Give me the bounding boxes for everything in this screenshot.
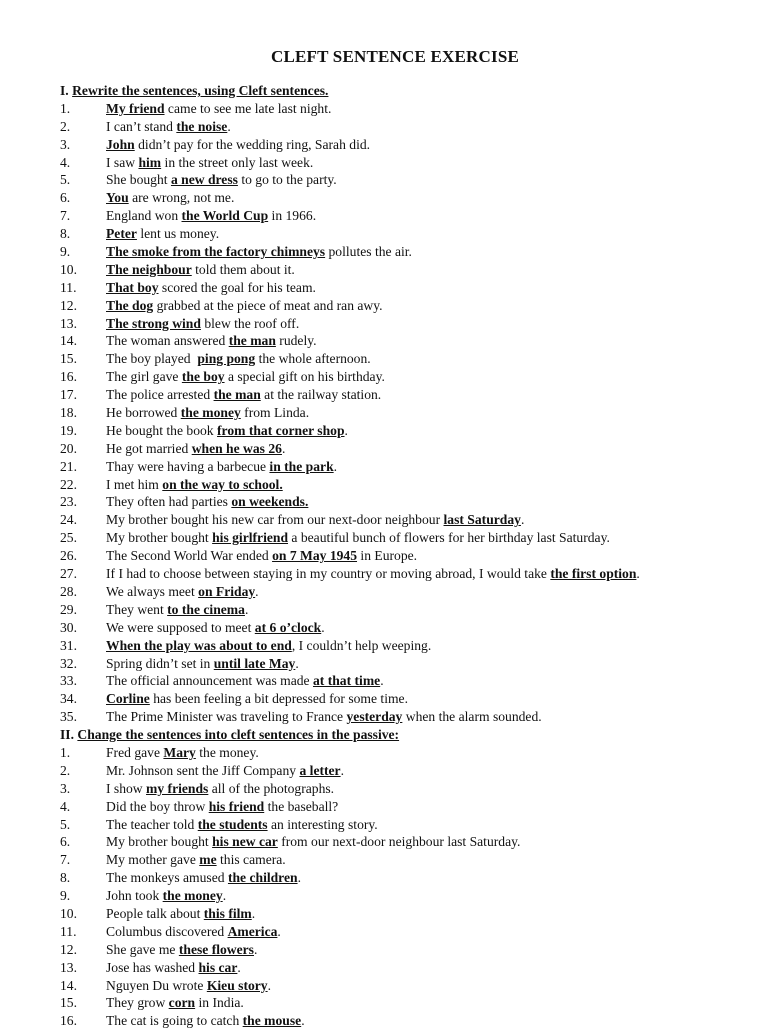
item-number: 34.	[60, 691, 77, 707]
focus-phrase: to the cinema	[167, 601, 245, 617]
exercise-item	[60, 1012, 760, 1030]
item-sentence: England won the World Cup in 1966.	[106, 208, 317, 224]
focus-phrase: The neighbour	[106, 261, 192, 277]
item-sentence: He bought the book from that corner shop.	[106, 422, 348, 438]
focus-phrase: from that corner shop	[217, 422, 345, 438]
focus-phrase: on 7 May 1945	[272, 548, 358, 564]
item-number: 31.	[60, 637, 77, 653]
focus-phrase: the mouse	[242, 1013, 302, 1029]
focus-phrase: me	[199, 852, 217, 868]
exercise-item	[60, 547, 760, 565]
focus-phrase: a new dress	[170, 172, 238, 188]
item-sentence: They often had parties on weekends.	[106, 494, 309, 510]
section-instruction: Change the sentences into cleft sentences in the passive:	[77, 727, 400, 743]
focus-phrase: my friends	[146, 780, 209, 796]
exercise-item	[60, 332, 760, 350]
focus-phrase: on the way to school.	[162, 476, 283, 492]
item-number: 9.	[60, 244, 71, 260]
exercise-item	[60, 583, 760, 601]
focus-phrase: his new car	[212, 834, 278, 850]
exercise-item	[60, 315, 760, 333]
item-number: 6.	[60, 190, 71, 206]
item-sentence: Columbus discovered America.	[106, 923, 281, 939]
exercise-item	[60, 207, 760, 225]
item-sentence: Corline has been feeling a bit depressed for some time.	[106, 691, 408, 707]
item-number: 2.	[60, 762, 71, 778]
exercise-item	[60, 511, 760, 529]
item-number: 20.	[60, 440, 77, 456]
focus-phrase: Peter	[106, 226, 137, 242]
item-number: 4.	[60, 798, 71, 814]
item-number: 6.	[60, 834, 71, 850]
exercise-content	[60, 82, 760, 1030]
page-title: CLEFT SENTENCE EXERCISE	[270, 47, 520, 66]
item-sentence: The cat is going to catch the mouse.	[106, 1013, 305, 1029]
item-sentence: The neighbour told them about it.	[106, 261, 295, 277]
exercise-item	[60, 225, 760, 243]
item-number: 26.	[60, 548, 77, 564]
exercise-item	[60, 869, 760, 887]
item-number: 9.	[60, 888, 71, 904]
item-number: 32.	[60, 655, 77, 671]
focus-phrase: his car	[198, 959, 238, 975]
item-number: 16.	[60, 369, 77, 385]
exercise-item	[60, 386, 760, 404]
focus-phrase: in the park	[269, 458, 334, 474]
exercise-item	[60, 261, 760, 279]
item-sentence: Spring didn’t set in until late May.	[106, 655, 299, 671]
item-sentence: The Second World War ended on 7 May 1945 in Europe.	[106, 548, 418, 564]
item-number: 22.	[60, 476, 77, 492]
focus-phrase: these flowers	[178, 941, 254, 957]
item-sentence: She bought a new dress to go to the party.	[106, 172, 337, 188]
exercise-item	[60, 655, 760, 673]
item-sentence: My brother bought his new car from our next-door neighbour last Saturday.	[106, 512, 525, 528]
exercise-item	[60, 762, 760, 780]
item-sentence: John took the money.	[106, 888, 227, 904]
item-number: 14.	[60, 333, 77, 349]
focus-phrase: when he was 26	[191, 440, 282, 456]
exercise-item	[60, 923, 760, 941]
focus-phrase: on weekends.	[231, 494, 309, 510]
focus-phrase: When the play was about to end	[106, 637, 292, 653]
item-number: 7.	[60, 852, 71, 868]
item-number: 10.	[60, 261, 77, 277]
item-number: 5.	[60, 172, 71, 188]
focus-phrase: at that time	[312, 673, 381, 689]
exercise-item	[60, 994, 760, 1012]
item-sentence: The Prime Minister was traveling to France yesterday when the alarm sounded.	[106, 709, 542, 725]
exercise-item	[60, 279, 760, 297]
item-sentence: They grow corn in India.	[106, 995, 244, 1011]
item-sentence: John didn’t pay for the wedding ring, Sarah did.	[106, 136, 371, 152]
item-number: 8.	[60, 226, 71, 242]
item-number: 11.	[60, 923, 77, 939]
item-sentence: The teacher told the students an interesting story.	[106, 816, 378, 832]
exercise-item	[60, 565, 760, 583]
item-number: 2.	[60, 118, 71, 134]
focus-phrase: John	[106, 136, 135, 152]
focus-phrase: his friend	[208, 798, 265, 814]
item-number: 11.	[60, 279, 77, 295]
item-sentence: She gave me these flowers.	[106, 941, 258, 957]
focus-phrase: this film	[203, 905, 252, 921]
item-sentence: My friend came to see me late last night.	[106, 100, 332, 116]
item-sentence: The monkeys amused the children.	[106, 870, 301, 886]
item-sentence: Nguyen Du wrote Kieu story.	[106, 977, 272, 993]
item-sentence: The smoke from the factory chimneys pollutes the air.	[106, 244, 412, 260]
focus-phrase: The strong wind	[106, 315, 201, 331]
exercise-item	[60, 833, 760, 851]
exercise-item	[60, 959, 760, 977]
section-heading	[60, 726, 760, 744]
exercise-item	[60, 780, 760, 798]
item-sentence: The official announcement was made at that time.	[106, 673, 384, 689]
exercise-item	[60, 690, 760, 708]
exercise-item	[60, 171, 760, 189]
item-number: 27.	[60, 566, 77, 582]
item-sentence: The police arrested the man at the railway station.	[106, 387, 382, 403]
focus-phrase: the first option	[550, 566, 637, 582]
item-sentence: If I had to choose between staying in my country or moving abroad, I would take the first option.	[106, 566, 640, 582]
focus-phrase: the World Cup	[181, 208, 269, 224]
focus-phrase: him	[138, 154, 162, 170]
exercise-item	[60, 941, 760, 959]
item-sentence: The dog grabbed at the piece of meat and ran awy.	[106, 297, 383, 313]
item-number: 7.	[60, 208, 71, 224]
item-sentence: I met him on the way to school.	[106, 476, 283, 492]
exercise-item	[60, 100, 760, 118]
item-number: 35.	[60, 709, 77, 725]
exercise-item	[60, 619, 760, 637]
exercise-item	[60, 905, 760, 923]
exercise-item	[60, 744, 760, 762]
focus-phrase: The dog	[106, 297, 154, 313]
item-number: 16.	[60, 1013, 77, 1029]
section-instruction: Rewrite the sentences, using Cleft sentences.	[72, 83, 329, 98]
item-sentence: The woman answered the man rudely.	[106, 333, 317, 349]
section-heading	[60, 82, 760, 100]
section-number: I.	[60, 83, 73, 98]
item-number: 21.	[60, 458, 77, 474]
exercise-item	[60, 368, 760, 386]
exercise-item	[60, 493, 760, 511]
focus-phrase: Kieu story	[206, 977, 268, 993]
exercise-item	[60, 154, 760, 172]
item-sentence: I saw him in the street only last week.	[106, 154, 314, 170]
focus-phrase: Corline	[106, 691, 150, 707]
focus-phrase: the students	[197, 816, 268, 832]
item-number: 17.	[60, 387, 77, 403]
exercise-item	[60, 189, 760, 207]
exercise-item	[60, 851, 760, 869]
focus-phrase: the man	[213, 387, 261, 403]
focus-phrase: his girlfriend	[212, 530, 289, 546]
item-sentence: I show my friends all of the photographs.	[106, 780, 335, 796]
focus-phrase: the money	[180, 405, 241, 421]
exercise-item	[60, 136, 760, 154]
item-number: 15.	[60, 351, 77, 367]
item-sentence: You are wrong, not me.	[106, 190, 235, 206]
exercise-item	[60, 350, 760, 368]
section-number: II.	[60, 727, 78, 743]
item-number: 10.	[60, 905, 77, 921]
item-number: 14.	[60, 977, 77, 993]
item-sentence: We were supposed to meet at 6 o’clock.	[106, 619, 325, 635]
focus-phrase: until late May	[213, 655, 296, 671]
item-sentence: Peter lent us money.	[106, 226, 220, 242]
exercise-item	[60, 297, 760, 315]
item-number: 1.	[60, 744, 71, 760]
item-number: 5.	[60, 816, 71, 832]
item-number: 23.	[60, 494, 77, 510]
focus-phrase: the man	[228, 333, 276, 349]
item-sentence: My brother bought his girlfriend a beautiful bunch of flowers for her birthday last Saturday.	[106, 530, 610, 546]
focus-phrase: You	[106, 190, 129, 206]
focus-phrase: the money	[162, 888, 223, 904]
exercise-item	[60, 243, 760, 261]
focus-phrase: the boy	[181, 369, 225, 385]
focus-phrase: the noise	[176, 118, 228, 134]
item-number: 3.	[60, 780, 71, 796]
item-number: 13.	[60, 315, 77, 331]
item-number: 28.	[60, 583, 77, 599]
focus-phrase: a letter	[299, 762, 341, 778]
item-number: 12.	[60, 941, 77, 957]
item-sentence: When the play was about to end, I couldn’t help weeping.	[106, 637, 432, 653]
item-sentence: The girl gave the boy a special gift on his birthday.	[106, 369, 385, 385]
focus-phrase: the children	[227, 870, 298, 886]
exercise-item	[60, 887, 760, 905]
item-sentence: Fred gave Mary the money.	[106, 744, 259, 760]
item-number: 29.	[60, 601, 77, 617]
item-number: 4.	[60, 154, 71, 170]
item-sentence: He got married when he was 26.	[106, 440, 286, 456]
item-number: 33.	[60, 673, 77, 689]
item-number: 13.	[60, 959, 77, 975]
item-number: 18.	[60, 405, 77, 421]
item-sentence: They went to the cinema.	[106, 601, 249, 617]
focus-phrase: ping pong	[197, 351, 256, 367]
exercise-item	[60, 798, 760, 816]
item-sentence: That boy scored the goal for his team.	[106, 279, 316, 295]
item-sentence: Jose has washed his car.	[106, 959, 241, 975]
item-sentence: The boy played ping pong the whole afternoon.	[106, 351, 371, 367]
item-number: 3.	[60, 136, 71, 152]
focus-phrase: That boy	[106, 279, 159, 295]
exercise-item	[60, 672, 760, 690]
exercise-item	[60, 529, 760, 547]
focus-phrase: My friend	[106, 100, 165, 116]
item-sentence: We always meet on Friday.	[106, 583, 259, 599]
focus-phrase: at 6 o’clock	[254, 619, 322, 635]
exercise-item	[60, 458, 760, 476]
exercise-item	[60, 476, 760, 494]
focus-phrase: last Saturday	[443, 512, 521, 528]
item-number: 8.	[60, 870, 71, 886]
exercise-item	[60, 118, 760, 136]
item-sentence: The strong wind blew the roof off.	[106, 315, 300, 331]
item-number: 30.	[60, 619, 77, 635]
item-number: 12.	[60, 297, 77, 313]
exercise-item	[60, 422, 760, 440]
exercise-item	[60, 977, 760, 995]
item-sentence: Mr. Johnson sent the Jiff Company a letter.	[106, 762, 345, 778]
item-sentence: My brother bought his new car from our next-door neighbour last Saturday.	[106, 834, 521, 850]
focus-phrase: on Friday	[198, 583, 256, 599]
exercise-item	[60, 440, 760, 458]
item-sentence: People talk about this film.	[106, 905, 256, 921]
exercise-item	[60, 601, 760, 619]
focus-phrase: America	[227, 923, 278, 939]
item-sentence: Thay were having a barbecue in the park.	[106, 458, 338, 474]
item-number: 15.	[60, 995, 77, 1011]
exercise-item	[60, 816, 760, 834]
focus-phrase: yesterday	[346, 709, 403, 725]
exercise-item	[60, 404, 760, 422]
item-sentence: He borrowed the money from Linda.	[106, 405, 310, 421]
item-number: 25.	[60, 530, 77, 546]
exercise-item	[60, 708, 760, 726]
focus-phrase: Mary	[163, 744, 196, 760]
item-number: 24.	[60, 512, 77, 528]
focus-phrase: corn	[168, 995, 196, 1011]
item-number: 1.	[60, 100, 71, 116]
focus-phrase: The smoke from the factory chimneys	[106, 244, 326, 260]
item-sentence: My mother gave me this camera.	[106, 852, 286, 868]
item-sentence: Did the boy throw his friend the baseball?	[106, 798, 339, 814]
exercise-item	[60, 637, 760, 655]
item-sentence: I can’t stand the noise.	[106, 118, 231, 134]
item-number: 19.	[60, 422, 77, 438]
